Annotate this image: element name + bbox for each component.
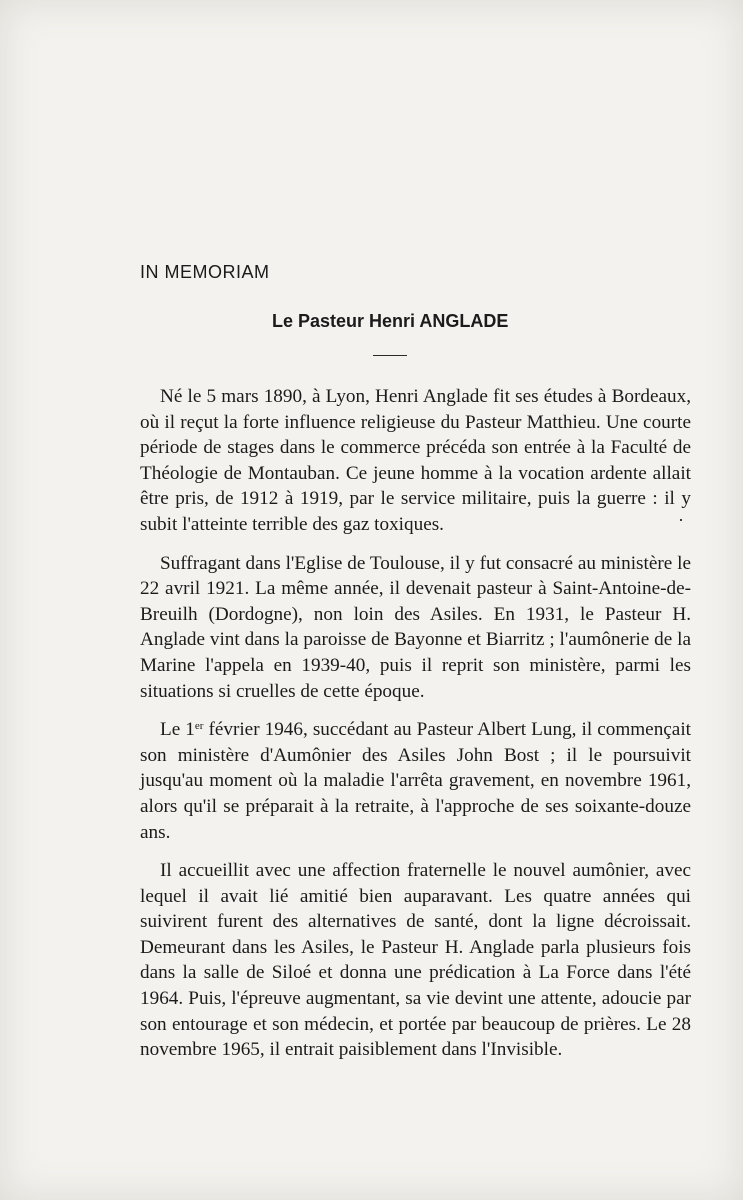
title-divider (373, 355, 407, 356)
article-title: Le Pasteur Henri ANGLADE (272, 311, 509, 331)
paragraph-1: Né le 5 mars 1890, à Lyon, Henri Anglade fit ses études à Bordeaux, où il reçut la forte influence religieuse du Pasteur Matthieu. Une courte période de stages dans le commerce précéda son entrée à la Faculté de Théologie de Montauban. Ce jeune homme à la vocation ardente allait être pris, de 1912 à 1919, par le service militaire, puis la guerre : il y subit l'atteinte terrible des gaz toxiques. (140, 386, 691, 535)
paragraph-3-rest: février 1946, succédant au Pasteur Albert Lung, il commençait son ministère d'Aumônier des Asiles John Bost ; il le poursuivit jusqu'au moment où la maladie l'arrêta gravement, en novembre 1961, alors qu'il se préparait à la retraite, à l'approche de ses soixante-douze ans. (140, 719, 691, 843)
paragraph-3-start: Le 1 (160, 719, 195, 741)
paragraph-4: Il accueillit avec une affection fraternelle le nouvel aumônier, avec lequel il avait lié amitié bien auparavant. Les quatre années qui suivirent furent des alternatives de santé, dont la ligne décroissait. Demeurant dans les Asiles, le Pasteur H. Anglade parla plusieurs fois dans la salle de Siloé et donna une prédication à La Force dans l'été 1964. Puis, l'épreuve augmentant, sa vie devint une attente, adoucie par son entourage et son médecin, et portée par beaucoup de prières. Le 28 novembre 1965, il entrait paisiblement dans l'Invisible. (140, 860, 691, 1061)
paragraph-2: Suffragant dans l'Eglise de Toulouse, il y fut consacré au ministère le 22 avril 1921. La même année, il devenait pasteur à Saint-Antoine-de-Breuilh (Dordogne), non loin des Asiles. En 1931, le Pasteur H. Anglade vint dans la paroisse de Bayonne et Biarritz ; l'aumônerie de la Marine l'appela en 1939-40, puis il reprit son ministère, parmi les situations si cruelles de cette époque. (140, 552, 691, 702)
article-body (140, 384, 691, 1076)
section-heading: IN MEMORIAM (140, 262, 270, 282)
ordinal-superscript: er (194, 720, 204, 733)
paragraph-3 (140, 717, 691, 845)
margin-mark: · (678, 510, 684, 530)
